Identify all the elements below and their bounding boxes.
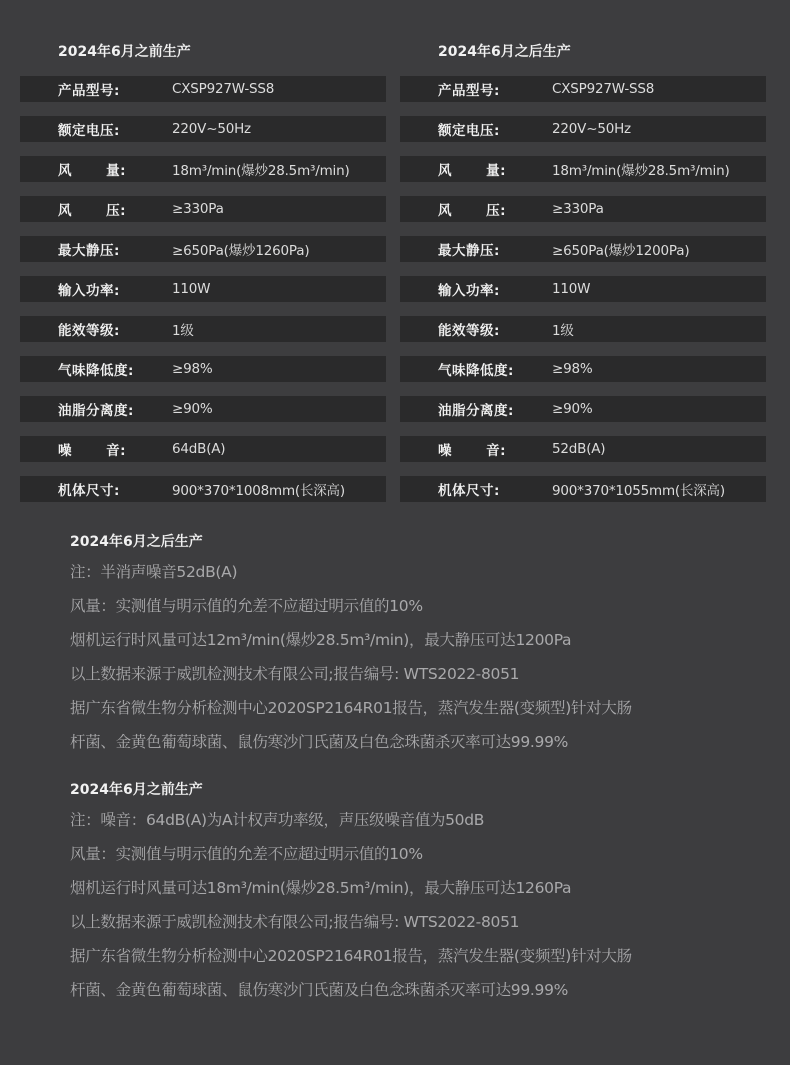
spec-label: 油脂分离度:	[58, 403, 134, 419]
spec-row-airflow	[20, 156, 386, 182]
spec-value: CXSP927W-SS8	[552, 81, 655, 97]
spec-label-part: 压:	[486, 203, 506, 219]
note-line: 据广东省微生物分析检测中心2020SP2164R01报告，蒸汽发生器(变频型)针对大肠	[70, 947, 632, 965]
spec-value: ≥98%	[172, 361, 213, 377]
note-line: 注：噪音：64dB(A)为A计权声功率级，声压级噪音值为50dB	[70, 811, 485, 829]
note-line: 杆菌、金黄色葡萄球菌、鼠伤寒沙门氏菌及白色念珠菌杀灭率可达99.99%	[70, 733, 569, 751]
spec-value: ≥90%	[552, 401, 593, 417]
spec-value: ≥650Pa(爆炒1200Pa)	[552, 243, 690, 259]
spec-row-model	[400, 76, 766, 102]
spec-label: 最大静压:	[58, 243, 120, 259]
spec-label: 气味降低度:	[438, 363, 514, 379]
spec-label: 额定电压:	[58, 123, 120, 139]
spec-label-part: 风	[438, 163, 452, 179]
spec-row-grease-separation	[400, 396, 766, 422]
spec-label	[20, 159, 172, 179]
spec-value: 1级	[172, 323, 194, 339]
spec-column-before	[20, 40, 386, 516]
spec-label: 最大静压:	[438, 243, 500, 259]
spec-label: 能效等级:	[438, 323, 500, 339]
spec-label-part: 量:	[486, 163, 506, 179]
spec-label: 额定电压:	[438, 123, 500, 139]
spec-row-max-static-pressure	[400, 236, 766, 262]
spec-value: 18m³/min(爆炒28.5m³/min)	[552, 163, 730, 179]
spec-row-dimensions	[400, 476, 766, 502]
spec-row-model	[20, 76, 386, 102]
spec-label	[20, 199, 172, 219]
spec-value: 220V~50Hz	[552, 121, 631, 137]
spec-value: 64dB(A)	[172, 441, 226, 457]
spec-label: 机体尺寸:	[438, 483, 500, 499]
spec-label-part: 风	[438, 203, 452, 219]
spec-label: 产品型号:	[438, 83, 500, 99]
notes-section-after	[70, 530, 770, 759]
note-line: 烟机运行时风量可达18m³/min(爆炒28.5m³/min)，最大静压可达1260Pa	[70, 879, 572, 897]
spec-value: ≥98%	[552, 361, 593, 377]
spec-row-pressure	[20, 196, 386, 222]
spec-value: 1级	[552, 323, 574, 339]
spec-row-odor-reduction	[400, 356, 766, 382]
spec-label	[400, 199, 552, 219]
spec-label: 油脂分离度:	[438, 403, 514, 419]
column-title-after: 2024年6月之后生产	[438, 44, 571, 60]
spec-label: 气味降低度:	[58, 363, 134, 379]
spec-value: ≥90%	[172, 401, 213, 417]
spec-row-voltage	[400, 116, 766, 142]
spec-label: 产品型号:	[58, 83, 120, 99]
spec-label-part: 音:	[106, 443, 126, 459]
spec-column-after	[400, 40, 766, 516]
note-line: 风量：实测值与明示值的允差不应超过明示值的10%	[70, 597, 423, 615]
spec-label-part: 风	[58, 163, 72, 179]
note-line: 据广东省微生物分析检测中心2020SP2164R01报告，蒸汽发生器(变频型)针对大肠	[70, 699, 632, 717]
spec-value: 110W	[552, 281, 591, 297]
spec-row-input-power	[400, 276, 766, 302]
spec-row-efficiency-grade	[400, 316, 766, 342]
spec-row-noise	[20, 436, 386, 462]
spec-value: 52dB(A)	[552, 441, 606, 457]
spec-value: 110W	[172, 281, 211, 297]
spec-label	[400, 159, 552, 179]
notes-section-before	[70, 778, 770, 1007]
spec-label-part: 风	[58, 203, 72, 219]
spec-row-input-power	[20, 276, 386, 302]
spec-label-part: 量:	[106, 163, 126, 179]
spec-label	[20, 439, 172, 459]
spec-row-max-static-pressure	[20, 236, 386, 262]
spec-value: ≥650Pa(爆炒1260Pa)	[172, 243, 310, 259]
note-line: 注：半消声噪音52dB(A)	[70, 563, 238, 581]
spec-value: CXSP927W-SS8	[172, 81, 275, 97]
spec-label: 能效等级:	[58, 323, 120, 339]
column-title-before: 2024年6月之前生产	[58, 44, 191, 60]
spec-row-voltage	[20, 116, 386, 142]
spec-label-part: 压:	[106, 203, 126, 219]
spec-row-pressure	[400, 196, 766, 222]
spec-value: 18m³/min(爆炒28.5m³/min)	[172, 163, 350, 179]
spec-label: 输入功率:	[58, 283, 120, 299]
spec-value: 900*370*1055mm(长深高)	[552, 483, 725, 499]
spec-row-airflow	[400, 156, 766, 182]
spec-row-odor-reduction	[20, 356, 386, 382]
spec-row-grease-separation	[20, 396, 386, 422]
spec-row-efficiency-grade	[20, 316, 386, 342]
spec-row-dimensions	[20, 476, 386, 502]
note-line: 杆菌、金黄色葡萄球菌、鼠伤寒沙门氏菌及白色念珠菌杀灭率可达99.99%	[70, 981, 569, 999]
note-line: 风量：实测值与明示值的允差不应超过明示值的10%	[70, 845, 423, 863]
spec-label: 机体尺寸:	[58, 483, 120, 499]
note-line: 烟机运行时风量可达12m³/min(爆炒28.5m³/min)，最大静压可达1200Pa	[70, 631, 572, 649]
note-line: 以上数据来源于威凯检测技术有限公司;报告编号: WTS2022-8051	[70, 665, 520, 683]
spec-label-part: 噪	[438, 443, 452, 459]
spec-label: 输入功率:	[438, 283, 500, 299]
spec-row-noise	[400, 436, 766, 462]
notes-title-before: 2024年6月之前生产	[70, 782, 203, 798]
spec-label	[400, 439, 552, 459]
spec-label-part: 音:	[486, 443, 506, 459]
note-line: 以上数据来源于威凯检测技术有限公司;报告编号: WTS2022-8051	[70, 913, 520, 931]
spec-value: ≥330Pa	[172, 201, 224, 217]
spec-value: 900*370*1008mm(长深高)	[172, 483, 345, 499]
notes-title-after: 2024年6月之后生产	[70, 534, 203, 550]
spec-label-part: 噪	[58, 443, 72, 459]
spec-value: ≥330Pa	[552, 201, 604, 217]
spec-value: 220V~50Hz	[172, 121, 251, 137]
